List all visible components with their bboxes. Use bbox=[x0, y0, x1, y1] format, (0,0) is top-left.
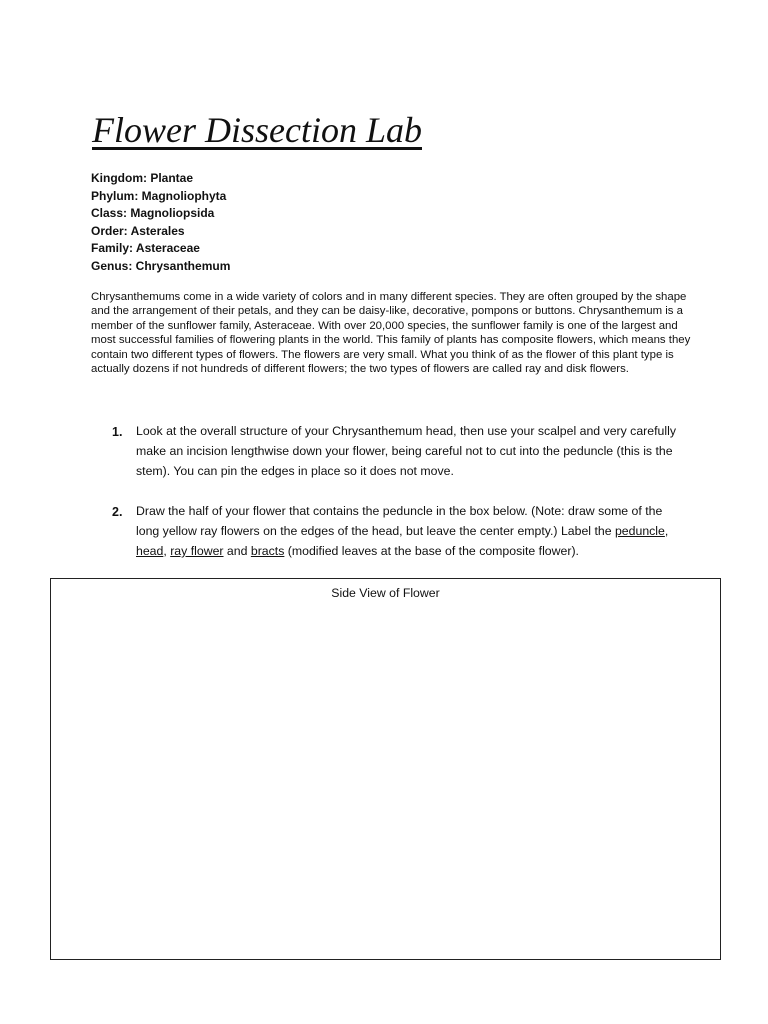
step-text: Look at the overall structure of your Chrysanthemum head, then use your scalpel and very carefully make an incision lengthwise down your flower, being careful not to cut into the peduncle (this is the stem). You can pin the edges in place so it does not move. bbox=[136, 424, 676, 479]
step-text: Draw the half of your flower that contains the peduncle in the box below. (Note: draw some of the long yellow ray flowers on the edges of the head, but leave the center empty.) Label the bbox=[136, 503, 663, 538]
instruction-step-1 bbox=[112, 421, 682, 482]
intro-paragraph: Chrysanthemums come in a wide variety of colors and in many different species. They are often grouped by the shape and the arrangement of their petals, and they can be daisy-like, decorative, pompons or buttons. Chrysanthemum is a member of the sunflower family, Asteraceae. With over 20,000 species, the sunflower family is one of the largest and most successful families of flowering plants in the world. This family of plants has composite flowers, which means they contain two different types of flowers. The flowers are very small. What you think of as the flower of this plant type is actually dozens if not hundreds of different flowers; the two types of flowers are called ray and disk flowers. bbox=[91, 291, 691, 376]
taxonomy-list bbox=[91, 170, 230, 275]
term-ray-flower: ray flower bbox=[170, 544, 224, 559]
separator: and bbox=[223, 544, 251, 559]
taxonomy-class: Class: Magnoliopsida bbox=[91, 206, 215, 220]
instruction-step-2 bbox=[112, 501, 682, 562]
drawing-box[interactable] bbox=[50, 578, 721, 960]
separator: , bbox=[163, 544, 171, 559]
step-number: 2. bbox=[112, 504, 123, 519]
term-peduncle: peduncle bbox=[614, 523, 665, 538]
term-bracts: bracts bbox=[250, 544, 285, 559]
step-text-end: (modified leaves at the base of the composite flower). bbox=[284, 544, 579, 559]
step-number: 1. bbox=[112, 425, 123, 439]
drawing-box-label: Side View of Flower bbox=[331, 586, 440, 600]
taxonomy-kingdom: Kingdom: Plantae bbox=[91, 171, 194, 185]
separator: , bbox=[664, 523, 669, 538]
taxonomy-order: Order: Asterales bbox=[91, 223, 185, 238]
page-title: Flower Dissection Lab bbox=[92, 110, 422, 150]
term-head: head bbox=[136, 544, 164, 559]
taxonomy-genus: Genus: Chrysanthemum bbox=[91, 258, 231, 273]
taxonomy-phylum: Phylum: Magnoliophyta bbox=[91, 188, 227, 203]
taxonomy-family: Family: Asteraceae bbox=[91, 241, 200, 255]
instruction-list bbox=[112, 421, 682, 561]
